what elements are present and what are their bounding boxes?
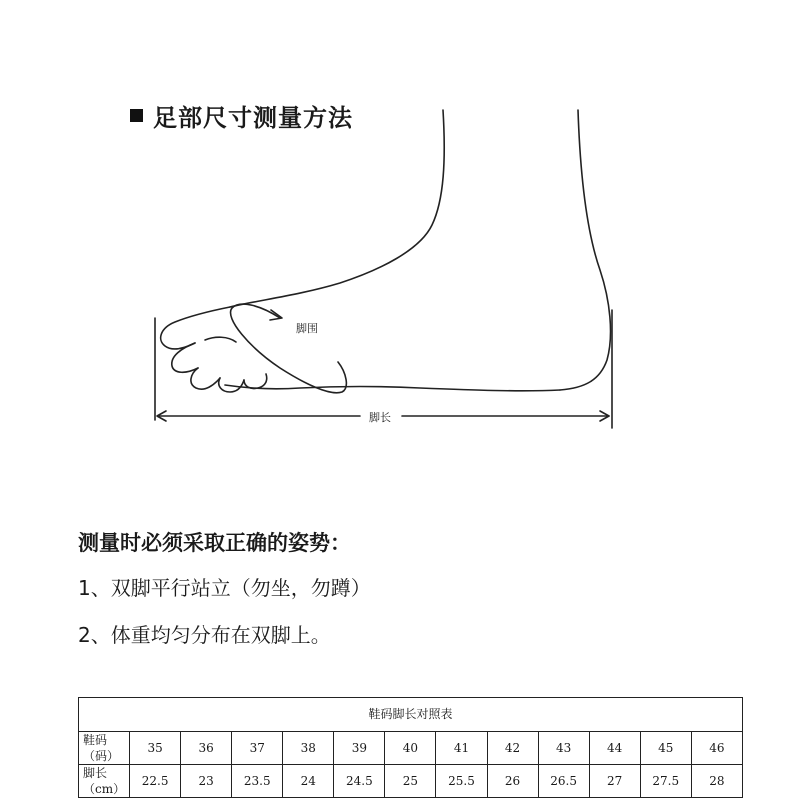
size-cell: 42 [487,732,538,765]
length-cell: 28 [691,765,742,798]
foot-toe-3 [191,368,220,389]
length-cell: 24 [283,765,334,798]
length-cell: 27 [589,765,640,798]
foot-length-row [79,765,743,798]
length-cell: 24.5 [334,765,385,798]
size-cell: 36 [181,732,232,765]
length-cell: 23.5 [232,765,283,798]
size-cell: 38 [283,732,334,765]
size-cell: 39 [334,732,385,765]
size-cell: 43 [538,732,589,765]
size-cell: 41 [436,732,487,765]
girth-loop [231,304,347,393]
size-cell: 40 [385,732,436,765]
size-cell: 44 [589,732,640,765]
length-cell: 27.5 [640,765,691,798]
length-label: 脚长 [369,411,391,424]
foot-length-row-label: 脚长（cm） [79,765,130,798]
foot-sole-line [225,385,560,391]
length-cell: 22.5 [130,765,181,798]
length-cell: 25 [385,765,436,798]
foot-toe-4 [219,378,244,392]
size-table-container [78,697,743,798]
foot-toe-2 [172,343,198,372]
length-cell: 25.5 [436,765,487,798]
length-cell: 23 [181,765,232,798]
size-cell: 45 [640,732,691,765]
size-table [78,697,743,798]
shoe-size-row-label: 鞋码（码） [79,732,130,765]
length-cell: 26.5 [538,765,589,798]
instruction-2: 2、体重均匀分布在双脚上。 [78,623,331,647]
size-cell: 35 [130,732,181,765]
size-cell: 46 [691,732,742,765]
foot-instep-line [230,110,444,307]
girth-label: 脚围 [296,322,318,335]
length-cell: 26 [487,765,538,798]
posture-heading: 测量时必须采取正确的姿势： [78,531,351,555]
foot-toe-detail [205,337,236,342]
foot-toe-5 [244,374,267,389]
size-table-caption: 鞋码脚长对照表 [79,698,743,732]
foot-heel-line [560,110,611,390]
size-cell: 37 [232,732,283,765]
shoe-size-row [79,732,743,765]
section-title-text: 足部尺寸测量方法 [153,104,353,132]
instruction-1: 1、双脚平行站立（勿坐，勿蹲） [78,576,371,600]
